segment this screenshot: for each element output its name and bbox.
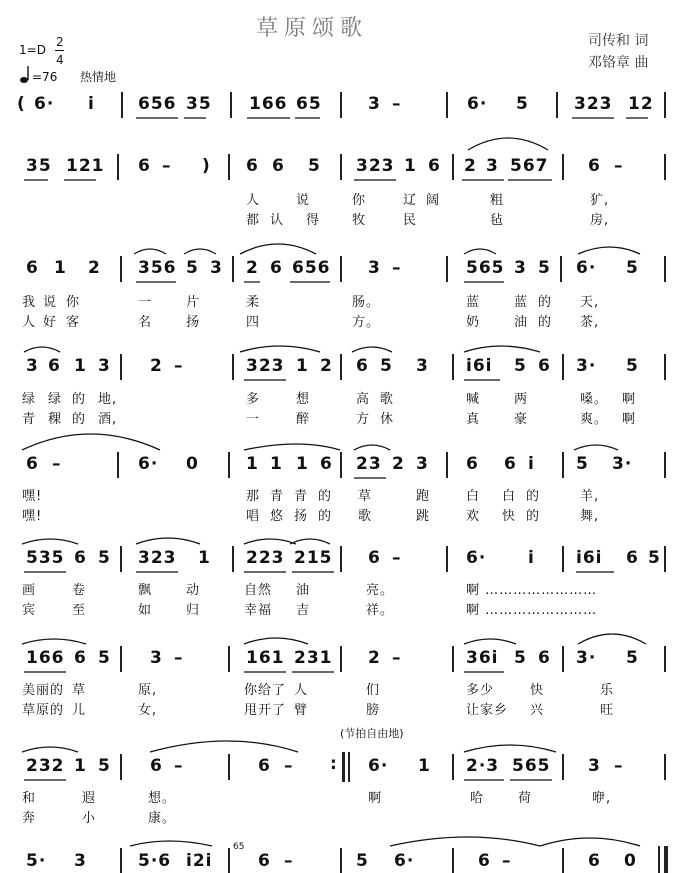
lyric: 多少 [466, 683, 495, 698]
note: 2 [150, 356, 163, 376]
note: 5 [356, 851, 369, 871]
lyric: 草 [358, 489, 373, 504]
note: 5 [98, 756, 111, 776]
note: 6 [478, 851, 491, 871]
lyric: 青 [22, 412, 37, 427]
note: – [614, 756, 624, 776]
note: 2 [368, 648, 381, 668]
lyric: 乐 [600, 683, 615, 698]
tempo-marking: =76 [32, 70, 58, 84]
note: 2 [464, 156, 477, 176]
note: 656 [292, 258, 331, 278]
note: 3· [576, 648, 597, 668]
note: – [392, 648, 402, 668]
lyric: 两 [514, 392, 529, 407]
note: 3 [416, 356, 429, 376]
note: 1 [54, 258, 67, 278]
lyric: 草原的 [22, 703, 65, 718]
lyric: 遐 [82, 791, 97, 806]
note: 565 [466, 258, 505, 278]
lyric: 柔 [246, 295, 261, 310]
note: 5 [514, 648, 527, 668]
lyric: 休 [380, 412, 395, 427]
lyric: 的 [72, 412, 87, 427]
lyric: 的 [538, 295, 553, 310]
note: – [284, 756, 294, 776]
note: 0 [186, 454, 199, 474]
slur [354, 445, 390, 450]
slur [464, 249, 496, 254]
lyric: 天, [580, 295, 600, 310]
lyric: 哈 [470, 791, 485, 806]
lyric: 飘 [138, 583, 153, 598]
note: 1 [74, 756, 87, 776]
lyric: 想。 [148, 791, 177, 806]
slur [22, 539, 78, 544]
slur [184, 249, 216, 254]
lyric: 蓝 [466, 295, 481, 310]
key-signature: 1=D [19, 43, 46, 57]
lyric: 多 [246, 392, 261, 407]
note: 3 [26, 356, 39, 376]
lyric: 羊, [580, 489, 600, 504]
note: 6 [588, 851, 601, 871]
lyric: 嗓。 [580, 392, 609, 407]
note: 5· [26, 851, 47, 871]
note: 2 [246, 258, 259, 278]
note: 3 [74, 851, 87, 871]
slur [240, 244, 316, 254]
lyric: 酒, [98, 412, 118, 427]
note: – [392, 94, 402, 114]
time-signature-top: 2 [56, 35, 64, 49]
lyric: 辽 [403, 193, 418, 208]
lyric: 片 [186, 295, 201, 310]
lyric: 客 [66, 315, 81, 330]
note: 166 [249, 94, 288, 114]
note: i [528, 454, 535, 474]
note: 6 [258, 756, 271, 776]
note: 5 [538, 258, 551, 278]
note: 6 [320, 454, 333, 474]
lyric: 荷 [518, 791, 533, 806]
note: 6 [150, 756, 163, 776]
lyric: 歌 [358, 509, 373, 524]
lyric: 绿 [48, 392, 63, 407]
lyric: 宾 [22, 603, 37, 618]
slur [244, 638, 308, 644]
note: 6· [467, 94, 488, 114]
note: 1 [296, 454, 309, 474]
note: 3· [612, 454, 633, 474]
note: 1 [198, 548, 211, 568]
note: 6 [504, 454, 517, 474]
slur [150, 741, 298, 752]
note: 565 [512, 756, 551, 776]
lyric: 蓝 [514, 295, 529, 310]
note: 6 [428, 156, 441, 176]
lyric: 犷, [590, 193, 610, 208]
lyric: 方。 [352, 315, 381, 330]
lyric: 地, [98, 392, 118, 407]
lyric: 啊 [368, 791, 383, 806]
note: 6 [74, 648, 87, 668]
lyric: 得 [306, 213, 321, 228]
note: 2 [88, 258, 101, 278]
note: 3 [150, 648, 163, 668]
lyric: 至 [72, 603, 87, 618]
lyric: 人 [246, 193, 261, 208]
note: 65 [296, 94, 322, 114]
slur [290, 539, 330, 544]
slur [464, 639, 516, 644]
note: 6 [538, 648, 551, 668]
note: 6 [258, 851, 271, 871]
lyric: 人 [294, 683, 309, 698]
lyric: 啊 …………………… [466, 583, 598, 598]
lyric: 们 [366, 683, 381, 698]
lyric: 啊 [622, 412, 637, 427]
lyric: 让家乡 [466, 703, 509, 718]
note: 5·6 [138, 851, 172, 871]
note: 5 [98, 648, 111, 668]
note: – [162, 156, 172, 176]
note: 6 [48, 356, 61, 376]
note: 1 [418, 756, 431, 776]
lyric: 认 [270, 213, 285, 228]
lyric: 一 [138, 295, 153, 310]
lyric: 阔 [426, 193, 441, 208]
lyric: 女, [138, 703, 158, 718]
lyric: 和 [22, 791, 37, 806]
lyric: 牧 [352, 213, 367, 228]
note: 5 [98, 548, 111, 568]
lyric: 绿 [22, 392, 37, 407]
lyric: 儿 [72, 703, 87, 718]
note: 5 [626, 648, 639, 668]
lyric: 悠 [270, 509, 285, 524]
note: 6 [246, 156, 259, 176]
lyric: 豪 [514, 412, 529, 427]
note: 5 [186, 258, 199, 278]
note: 323 [356, 156, 395, 176]
lyric: 毡 [490, 213, 505, 228]
lyric: 美丽的 [22, 683, 65, 698]
note: 5 [576, 454, 589, 474]
lyric: 你给了 [244, 683, 287, 698]
lyric: 吉 [296, 603, 311, 618]
note: i [88, 94, 95, 114]
lyric: 歌 [380, 392, 395, 407]
note: – [52, 454, 62, 474]
slur [464, 745, 556, 752]
slur [24, 347, 60, 352]
note: 1 [246, 454, 259, 474]
lyric: 啊 …………………… [466, 603, 598, 618]
note: 5 [514, 356, 527, 376]
lyric: 喊 [466, 392, 481, 407]
lyric: 醉 [296, 412, 311, 427]
note: 3 [368, 258, 381, 278]
note: i2i [186, 851, 213, 871]
lyric: 白 [502, 489, 517, 504]
lyric: 扬 [186, 315, 201, 330]
lyric: 说 [296, 193, 311, 208]
note: 2·3 [466, 756, 500, 776]
note: – [392, 548, 402, 568]
note: 323 [574, 94, 613, 114]
note: 3 [210, 258, 223, 278]
lyric: 的 [318, 489, 333, 504]
lyric: 画 [22, 583, 37, 598]
note: 6 [270, 258, 283, 278]
lyric: 高 [356, 392, 371, 407]
note: – [614, 156, 624, 176]
note: – [392, 258, 402, 278]
note: 6 [588, 156, 601, 176]
lyric: 油 [514, 315, 529, 330]
lyric: 幸福 [244, 603, 273, 618]
note: 323 [138, 548, 177, 568]
note: 1 [74, 356, 87, 376]
lyric: 康。 [148, 811, 177, 826]
note: i [528, 548, 535, 568]
lyric: 膀 [366, 703, 381, 718]
note: 6· [394, 851, 415, 871]
slur [578, 247, 640, 254]
note: 6 [26, 454, 39, 474]
lyric: 你 [352, 193, 367, 208]
slur [22, 747, 78, 752]
lyric: 说 [43, 295, 58, 310]
note: 223 [246, 548, 285, 568]
note: 6 [626, 548, 639, 568]
note: 166 [26, 648, 65, 668]
lyric: 的 [72, 392, 87, 407]
slur [240, 346, 320, 352]
lyric: 四 [246, 315, 261, 330]
note: i6i [466, 356, 493, 376]
note: 6· [576, 258, 597, 278]
lyric: 青 [270, 489, 285, 504]
slur [578, 634, 646, 644]
lyric: 甩开了 [244, 703, 287, 718]
lyric: 人 [22, 315, 37, 330]
lyric: 舞, [580, 509, 600, 524]
lyric: 那 [246, 489, 261, 504]
note: – [284, 851, 294, 871]
lyric: 一 [246, 412, 261, 427]
note: 6 [26, 258, 39, 278]
note: 1 [296, 356, 309, 376]
note: 6 [138, 156, 151, 176]
note: 3 [588, 756, 601, 776]
lyric: 白 [466, 489, 481, 504]
time-signature-bottom: 4 [56, 53, 64, 67]
note: 6 [74, 548, 87, 568]
note: 323 [246, 356, 285, 376]
lyric: 油 [296, 583, 311, 598]
lyric: 你 [66, 295, 81, 310]
note: 3 [368, 94, 381, 114]
note: 6 [466, 454, 479, 474]
lyric: 祥。 [366, 603, 395, 618]
lyric: 咿, [592, 791, 612, 806]
note: 5 [626, 356, 639, 376]
lyric: 跑 [416, 489, 431, 504]
note: 3 [98, 356, 111, 376]
lyric: 都 [246, 213, 261, 228]
note: – [502, 851, 512, 871]
slur [352, 347, 392, 352]
lyric: 欢 [466, 509, 481, 524]
slur [574, 445, 618, 450]
lyric: 快 [502, 509, 517, 524]
note: 231 [294, 648, 333, 668]
note: 3 [514, 258, 527, 278]
lyric: 如 [138, 603, 153, 618]
lyric: 归 [186, 603, 201, 618]
lyric: 的 [526, 489, 541, 504]
lyric: 茶, [580, 315, 600, 330]
note: 6· [466, 548, 487, 568]
note: – [174, 648, 184, 668]
lyric: 稞 [48, 412, 63, 427]
lyric: 卷 [72, 583, 87, 598]
note: 232 [26, 756, 65, 776]
slur [136, 538, 200, 544]
note: 6 [356, 356, 369, 376]
lyric: 旺 [600, 703, 615, 718]
lyric: 唱 [246, 509, 261, 524]
lyric: 跳 [416, 509, 431, 524]
note: 356 [138, 258, 177, 278]
lyric: 想 [296, 392, 311, 407]
lyric: 亮。 [366, 583, 395, 598]
note: 5 [648, 548, 661, 568]
note: 1 [404, 156, 417, 176]
note: 12 [628, 94, 654, 114]
lyric: 我 [22, 295, 37, 310]
lyric: 嘿! [22, 509, 43, 524]
grace-notes: 65 [233, 842, 245, 852]
note: 6· [138, 454, 159, 474]
note: 5 [380, 356, 393, 376]
note: 6· [368, 756, 389, 776]
slur [244, 444, 340, 450]
note: 161 [246, 648, 285, 668]
note: 0 [624, 851, 637, 871]
note: 35 [26, 156, 52, 176]
note: 215 [294, 548, 333, 568]
lyric: 快 [530, 683, 545, 698]
lyric: 兴 [530, 703, 545, 718]
lyric: 的 [538, 315, 553, 330]
repeat-open-paren: ( [17, 94, 26, 114]
note: 36i [466, 648, 499, 668]
lyric: 爽。 [580, 412, 609, 427]
note: 121 [66, 156, 105, 176]
lyric: 青 [294, 489, 309, 504]
lyric: 草 [72, 683, 87, 698]
slur [468, 138, 548, 150]
slur [22, 639, 86, 644]
note: 3 [486, 156, 499, 176]
lyricist-credit: 司传和 词 [588, 33, 649, 49]
note: – [174, 356, 184, 376]
note: 6 [272, 156, 285, 176]
repeat-close-paren: ) [202, 156, 211, 176]
lyric: 小 [82, 811, 97, 826]
lyric: 民 [403, 213, 418, 228]
lyric: 房, [590, 213, 610, 228]
composer-credit: 邓铬章 曲 [588, 55, 649, 71]
lyric: 方 [356, 412, 371, 427]
lyric: 啊 [622, 392, 637, 407]
lyric: 嘿! [22, 489, 43, 504]
lyric: 的 [526, 509, 541, 524]
note: 1 [270, 454, 283, 474]
slur [390, 837, 540, 846]
slur [130, 841, 212, 846]
note: 23 [356, 454, 382, 474]
note: 3 [416, 454, 429, 474]
slur [244, 539, 296, 544]
lyric: 奔 [22, 811, 37, 826]
lyric: 肠。 [352, 295, 381, 310]
expression-marking: 热情地 [80, 70, 117, 84]
note: 535 [26, 548, 65, 568]
slur [540, 838, 640, 846]
note: – [174, 756, 184, 776]
note: 5 [516, 94, 529, 114]
note: 5 [626, 258, 639, 278]
repeat-dots: : [330, 754, 338, 774]
lyric: 粗 [490, 193, 505, 208]
lyric: 臂 [294, 703, 309, 718]
lyric: 动 [186, 583, 201, 598]
lyric: 扬 [294, 509, 309, 524]
lyric: 奶 [466, 315, 481, 330]
song-title: 草原颂歌 [256, 16, 369, 41]
note: 2 [392, 454, 405, 474]
lyric: 好 [43, 315, 58, 330]
lyric: 原, [138, 683, 158, 698]
note: i6i [576, 548, 603, 568]
note: 6· [34, 94, 55, 114]
note: 6 [368, 548, 381, 568]
slur [134, 249, 166, 254]
note: 567 [510, 156, 549, 176]
slur [464, 346, 540, 352]
note: 5 [308, 156, 321, 176]
note: 6 [538, 356, 551, 376]
note: 2 [320, 356, 333, 376]
note: 656 [138, 94, 177, 114]
note: 3· [576, 356, 597, 376]
free-tempo-marking: (节拍自由地) [340, 727, 404, 740]
lyric: 真 [466, 412, 481, 427]
lyric: 的 [318, 509, 333, 524]
lyric: 名 [138, 315, 153, 330]
slur [22, 434, 160, 450]
lyric: 自然 [244, 583, 273, 598]
note: 35 [186, 94, 212, 114]
